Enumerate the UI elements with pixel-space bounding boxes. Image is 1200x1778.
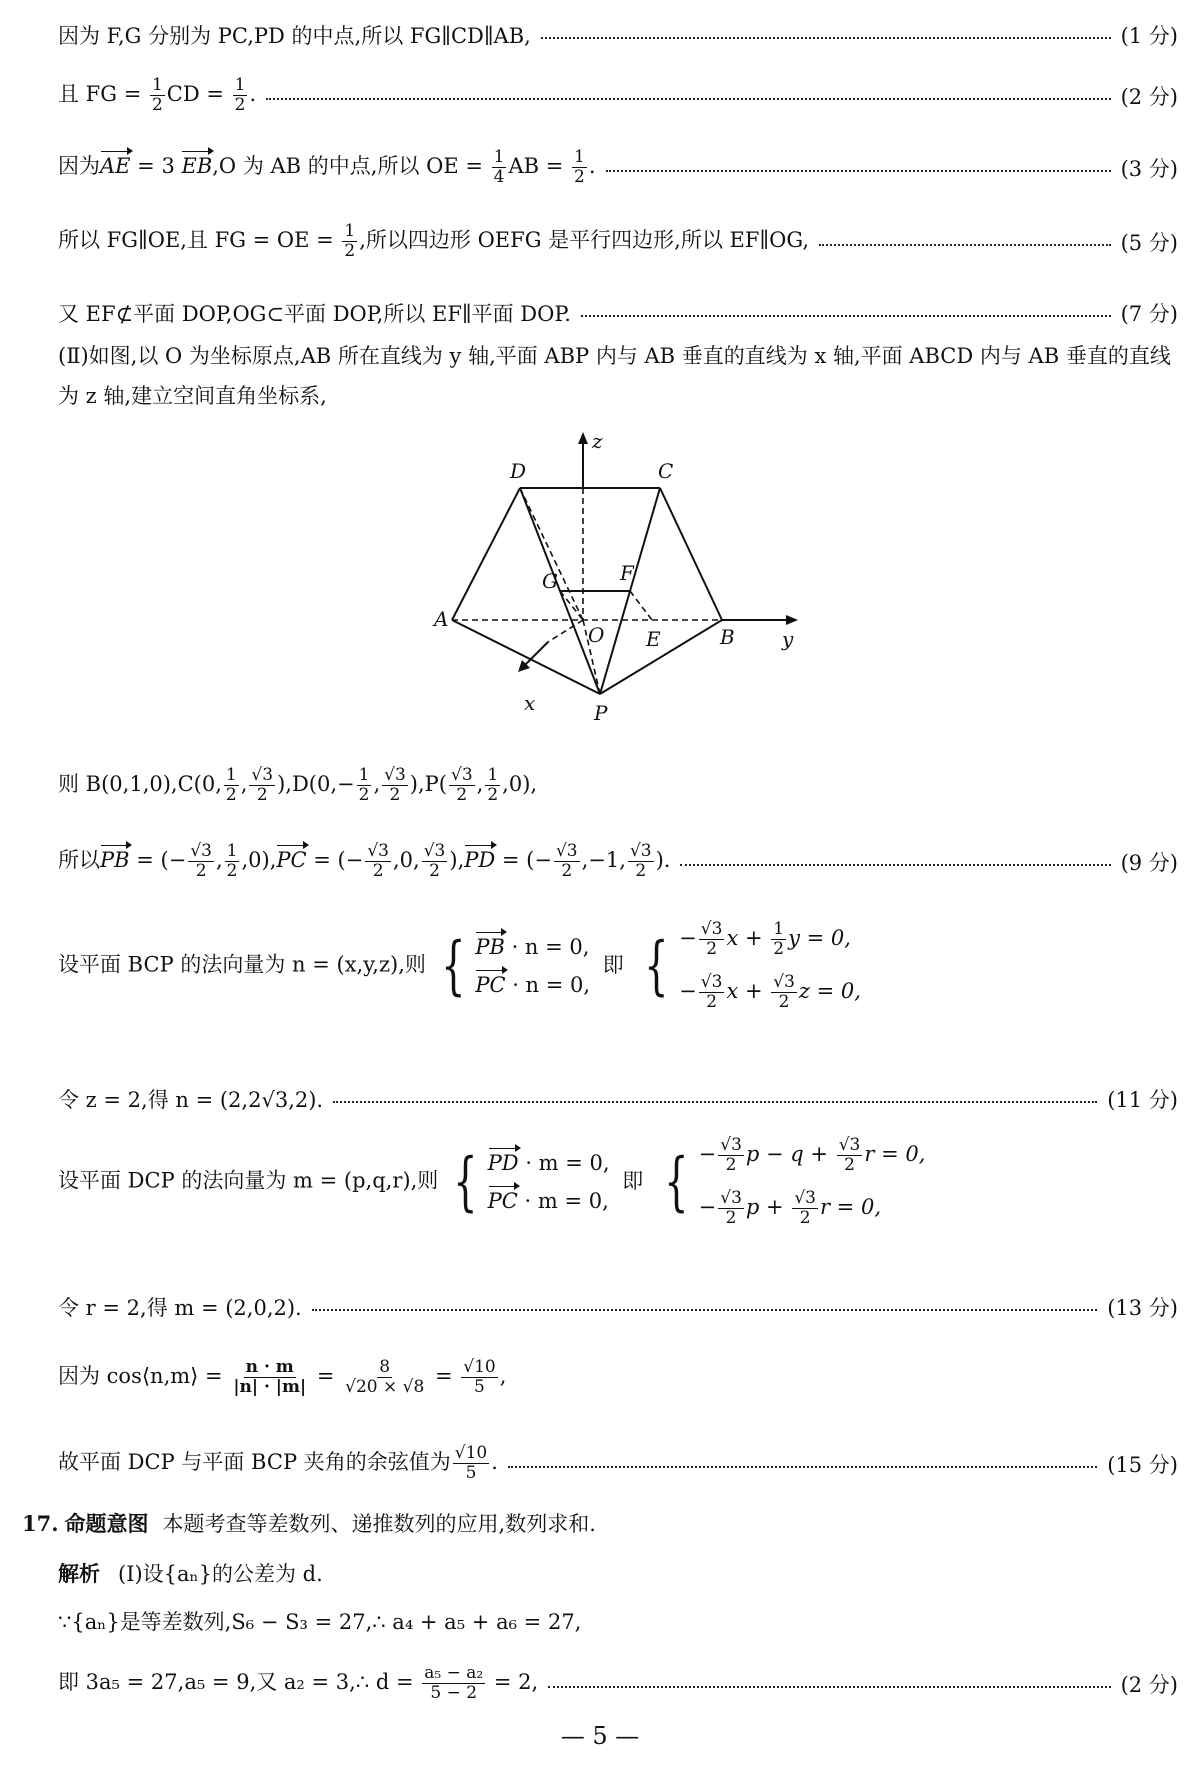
leader-dots bbox=[312, 1309, 1097, 1311]
coordinate-figure bbox=[420, 432, 840, 732]
leader-dots bbox=[606, 170, 1111, 172]
score-label: (7 分) bbox=[1120, 302, 1178, 326]
normal-n-system bbox=[58, 920, 1178, 1012]
z-axis-arrow bbox=[578, 432, 588, 444]
condition-system: { PB · n = 0, PC · n = 0, bbox=[440, 929, 591, 1003]
because-line bbox=[58, 1606, 1178, 1636]
fraction: $\frac{1}{2}$ bbox=[344, 221, 356, 261]
label-y: y bbox=[782, 627, 794, 651]
leader-dots bbox=[541, 37, 1111, 39]
cosine-line bbox=[58, 1358, 1178, 1397]
equation-system: { − $\frac{√3}{2}$ x + $\frac{1}{2}$ y = 0, − $\frac{√3}{2}$ x + $\frac{√3}{2}$ z = 0, bbox=[644, 919, 861, 1012]
leader-dots bbox=[581, 315, 1111, 317]
score-label: (11 分) bbox=[1107, 1088, 1178, 1112]
coordinates-line bbox=[58, 766, 1178, 805]
step-text: 又 EF⊄平面 DOP,OG⊂平面 DOP,所以 EF∥平面 DOP. bbox=[58, 302, 571, 326]
step-line-3 bbox=[58, 148, 1178, 187]
page-number: — 5 — bbox=[560, 1722, 640, 1750]
step-line-11 bbox=[58, 1084, 1178, 1114]
leader-dots bbox=[548, 1686, 1110, 1688]
fraction: $\frac{1}{2}$ bbox=[151, 75, 163, 115]
step-text: 即 3a₅ = 27,a₅ = 9,又 a₂ = 3,∴ d = $\frac{\text{a₅ − a₂}}{5 - 2}$ = 2, bbox=[58, 1663, 539, 1703]
step-text: 因为AE = 3 EB,O 为 AB 的中点,所以 OE = $\frac{1}{4}$ AB = $\frac{1}{2}$ . bbox=[58, 147, 596, 187]
step-text: 且 FG = $\frac{1}{2}$ CD = $\frac{1}{2}$ . bbox=[58, 75, 257, 115]
question-17-intent bbox=[22, 1508, 1178, 1538]
analysis-text: 解析 (Ⅰ)设{aₙ}的公差为 d. bbox=[58, 1561, 323, 1586]
leader-dots bbox=[266, 98, 1110, 100]
step-line-15 bbox=[58, 1444, 1178, 1483]
system-text: 设平面 BCP 的法向量为 n = (x,y,z),则 { PB · n = 0, PC · n = 0, 即 { − $\frac{√3}{2}$ x + $\frac{1}{2}$ y = 0, − $\frac{√3}{2}$ x + $\frac{√3}{2}$ z = 0, bbox=[58, 919, 861, 1012]
label-B: B bbox=[720, 625, 735, 649]
step-text: 因为 F,G 分别为 PC,PD 的中点,所以 FG∥CD∥AB, bbox=[58, 24, 531, 48]
segment-FE bbox=[630, 591, 652, 620]
leader-dots bbox=[680, 864, 1110, 866]
cosine-text: 因为 cos⟨n,m⟩ = $\frac{n \cdot m}{|n| \cdot |m|}$ = $\frac{8}{√20 \times √8}$ = $\frac{√10}{5}$ , bbox=[58, 1357, 507, 1397]
segment-DO bbox=[520, 488, 583, 620]
step-line-5 bbox=[58, 298, 1178, 328]
label-G: G bbox=[542, 569, 558, 593]
vectors-text: 所以PB = (− $\frac{√3}{2}$ , $\frac{1}{2}$ ,0),PC = (− $\frac{√3}{2}$ ,0, $\frac{√3}{2}$ ),PD = (− $\frac{√3}{2}$ ,−1, $\frac{√3}{2}$ ). bbox=[58, 841, 671, 881]
label-P: P bbox=[594, 701, 608, 725]
score-label: (5 分) bbox=[1120, 230, 1178, 255]
step-line-13 bbox=[58, 1292, 1178, 1322]
label-O: O bbox=[588, 623, 605, 647]
condition-system: { PD · m = 0, PC · m = 0, bbox=[453, 1145, 610, 1219]
label-x: x bbox=[524, 691, 536, 715]
fraction: $\frac{1}{4}$ bbox=[493, 147, 505, 187]
edge-DA bbox=[452, 488, 520, 620]
leader-dots bbox=[508, 1466, 1097, 1468]
fraction: $\frac{1}{2}$ bbox=[234, 75, 246, 115]
step-text: 所以 FG∥OE,且 FG = OE = $\frac{1}{2}$ ,所以四边形 OEFG 是平行四边形,所以 EF∥OG, bbox=[58, 221, 810, 261]
pyramid-diagram bbox=[420, 432, 840, 732]
label-E: E bbox=[646, 627, 661, 651]
score-label: (9 分) bbox=[1120, 850, 1178, 875]
step-line-1 bbox=[58, 20, 1178, 50]
score-label: (13 分) bbox=[1107, 1296, 1178, 1320]
step-text: 令 z = 2,得 n = (2,2√3,2). bbox=[58, 1088, 324, 1112]
analysis-line bbox=[58, 1558, 1178, 1588]
score-label: (1 分) bbox=[1120, 24, 1178, 48]
step-line-2 bbox=[58, 76, 1178, 115]
score-label: (2 分) bbox=[1120, 84, 1178, 109]
score-label: (2 分) bbox=[1120, 1672, 1178, 1697]
leader-dots bbox=[819, 244, 1111, 246]
label-A: A bbox=[434, 607, 449, 631]
label-F: F bbox=[620, 561, 634, 585]
normal-m-system bbox=[58, 1136, 1178, 1228]
score-label: (15 分) bbox=[1107, 1452, 1178, 1477]
segment-GO bbox=[560, 591, 583, 620]
edge-AP bbox=[452, 620, 600, 694]
question-header: 17. 命题意图 本题考查等差数列、递推数列的应用,数列求和. bbox=[22, 1511, 596, 1536]
coordinates-text: 则 B(0,1,0),C(0, $\frac{1}{2}$ , $\frac{√3}{2}$ ),D(0,− $\frac{1}{2}$ , $\frac{√3}{2}$ ),P( $\frac{√3}{2}$ , $\frac{1}{2}$ ,0), bbox=[58, 765, 538, 805]
step-line-4 bbox=[58, 222, 1178, 261]
step-text: 故平面 DCP 与平面 BCP 夹角的余弦值为 $\frac{√10}{5}$ . bbox=[58, 1443, 498, 1483]
score-label: (3 分) bbox=[1120, 156, 1178, 181]
label-D: D bbox=[510, 459, 527, 483]
system-text: 设平面 DCP 的法向量为 m = (p,q,r),则 { PD · m = 0, PC · m = 0, 即 { − $\frac{√3}{2}$ p − q + $\frac{√3}{2}$ r = 0, − $\frac{√3}{2}$ p + $\frac{√3}{2}$ r = 0, bbox=[58, 1135, 926, 1228]
fraction: $\frac{1}{2}$ bbox=[573, 147, 585, 187]
y-axis-arrow bbox=[786, 615, 798, 625]
because-text: ∵{aₙ}是等差数列,S₆ − S₃ = 27,∴ a₄ + a₅ + a₆ = 27, bbox=[58, 1610, 582, 1634]
label-C: C bbox=[658, 459, 674, 483]
step-text: 令 r = 2,得 m = (2,0,2). bbox=[58, 1296, 302, 1320]
edge-CB bbox=[660, 488, 722, 620]
leader-dots bbox=[333, 1101, 1097, 1103]
equation-system: { − $\frac{√3}{2}$ p − q + $\frac{√3}{2}$ r = 0, − $\frac{√3}{2}$ p + $\frac{√3}{2}$ r = 0, bbox=[664, 1135, 926, 1228]
part-two-paragraph: (Ⅱ)如图,以 O 为坐标原点,AB 所在直线为 y 轴,平面 ABP 内与 AB 垂直的直线为 x 轴,平面 ABCD 内与 AB 垂直的直线为 z 轴,建立空间直角坐标系, bbox=[58, 344, 1171, 408]
label-z: z bbox=[592, 432, 603, 453]
vectors-line bbox=[58, 842, 1178, 881]
step-line-last bbox=[58, 1664, 1178, 1703]
